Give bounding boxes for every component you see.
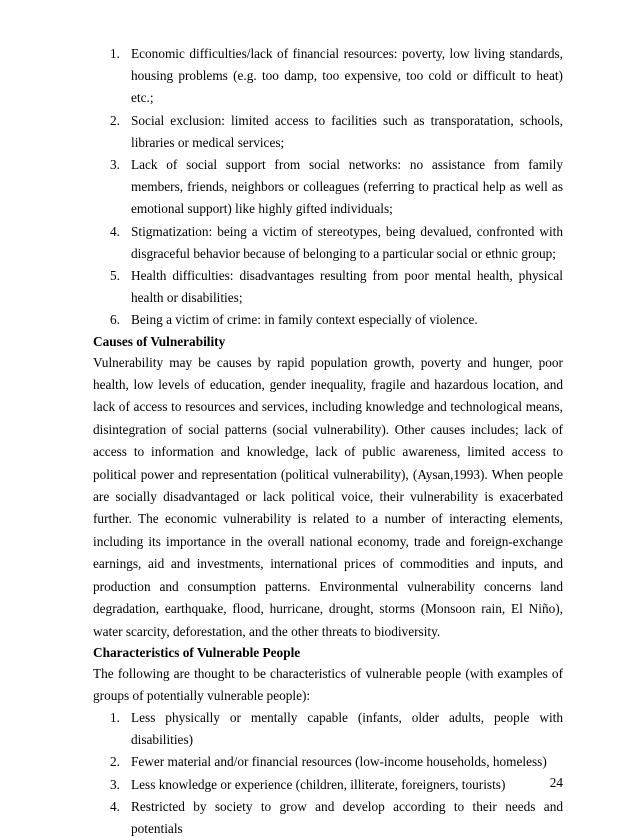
list-item-number: 1. [110,46,120,61]
list-item-number: 3. [110,157,120,173]
list-item-number: 4. [110,798,120,814]
list-item-text: Lack of social support from social networks: no assistance from family members, friends, neighbors or colleagues (referring to practical help as well as emotional support) like highly gifted individuals; [131,157,563,217]
list-item [93,751,563,773]
list-item [93,43,563,110]
list-item-text: Less physically or mentally capable (infants, older adults, people with disabilities) [131,709,563,748]
page-number: 24 [549,775,563,790]
list-item [93,110,563,154]
list-item [93,796,563,840]
causes-paragraph: Vulnerability may be causes by rapid population growth, poverty and hunger, poor health, low levels of education, gender inequality, fragile and hazardous location, and lack of access to resources and services, including knowledge and technological means, disintegration of social patterns (social vulnerability). Other causes includes; lack of access to information and knowledge, lack of public awareness, limited access to political power and representation (political vulnerability), (Aysan,1993). When people are socially disadvantaged or lack political voice, their vulnerability is exacerbated further. The economic vulnerability is related to a number of interacting elements, including its importance in the overall national economy, trade and foreign-exchange earnings, aid and investments, international prices of commodities and inputs, and production and consumption patterns. Environmental vulnerability concerns land degradation, earthquake, flood, hurricane, drought, storms (Monsoon rain, El Niño), water scarcity, deforestation, and the other threats to biodiversity. [93,354,563,639]
list-item [93,774,563,796]
list-item-text: Restricted by society to grow and develop according to their needs and potentials [131,798,563,836]
list-item [93,707,563,751]
list-item-number: 2. [110,112,120,128]
list-item [93,309,563,331]
list-item-number: 1. [110,709,120,725]
list-item-number: 5. [110,268,120,284]
list-item-number: 6. [110,312,120,328]
causes-heading: Causes of Vulnerability [93,333,226,349]
list-item-text: Less knowledge or experience (children, illiterate, foreigners, tourists) [131,776,506,792]
list-item [93,221,563,265]
page-content [93,43,563,840]
characteristics-list [93,707,563,840]
list-item [93,265,563,309]
list-item-text: Being a victim of crime: in family context especially of violence. [131,312,478,328]
characteristics-heading: Characteristics of Vulnerable People [93,644,301,660]
list-item-text: Economic difficulties/lack of financial resources: poverty, low living standards, housing problems (e.g. too damp, too expensive, too cold or difficult to heat) etc.; [131,46,563,106]
vulnerability-factors-list [93,43,563,332]
list-item-number: 3. [110,776,120,792]
list-item-text: Health difficulties: disadvantages resulting from poor mental health, physical health or disabilities; [131,268,563,306]
list-item-number: 4. [110,223,120,239]
characteristics-paragraph: The following are thought to be characteristics of vulnerable people (with examples of groups of potentially vulnerable people): [93,665,563,703]
list-item-number: 2. [110,754,120,770]
list-item-text: Stigmatization: being a victim of stereotypes, being devalued, confronted with disgraceful behavior because of belonging to a particular social or ethnic group; [131,223,563,261]
list-item [93,154,563,221]
list-item-text: Fewer material and/or financial resources (low-income households, homeless) [131,754,547,770]
list-item-text: Social exclusion: limited access to facilities such as transporatation, schools, libraries or medical services; [131,112,563,150]
